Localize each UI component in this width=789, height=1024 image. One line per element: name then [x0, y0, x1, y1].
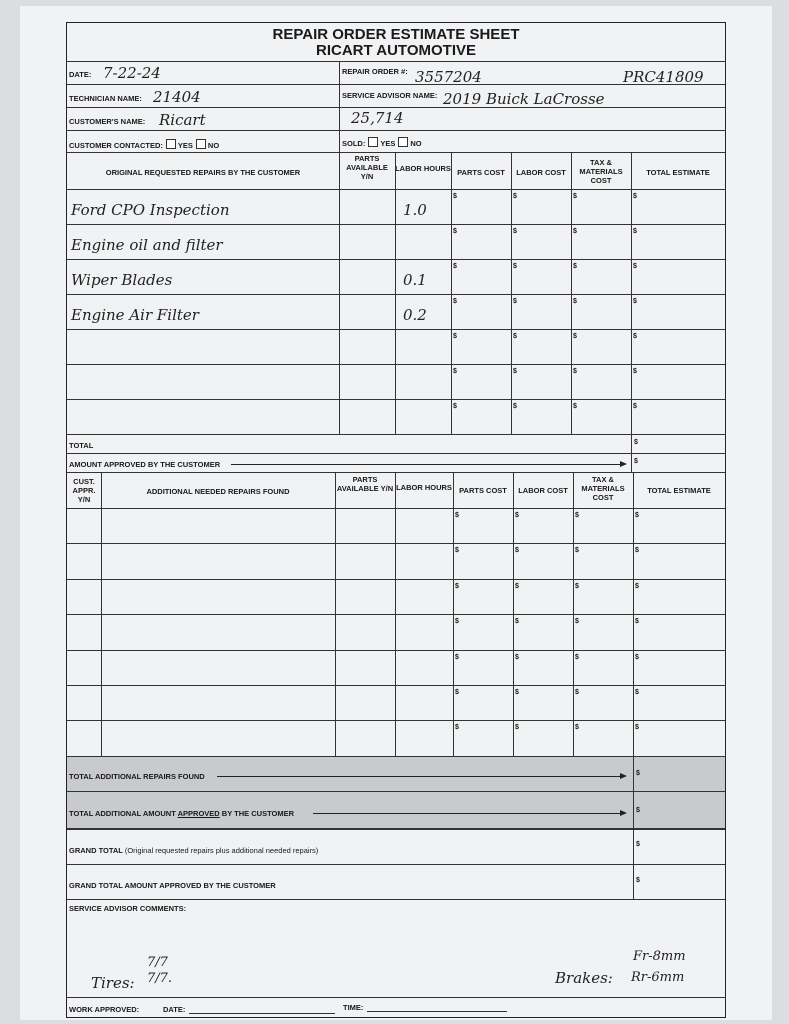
contacted-yes-checkbox[interactable] [166, 139, 176, 149]
total-found-arrow [217, 776, 625, 777]
work-approved-date-label: DATE: [163, 1005, 186, 1014]
cost-dollar-field[interactable]: $ [633, 228, 637, 235]
row-divider [67, 685, 725, 686]
row-divider [67, 294, 725, 295]
repair-order-label: REPAIR ORDER #: [342, 67, 408, 76]
cost-dollar-field[interactable]: $ [633, 333, 637, 340]
cost-dollar-field[interactable]: $ [453, 298, 457, 305]
cost-dollar-field[interactable]: $ [455, 724, 459, 732]
row-divider [67, 579, 725, 580]
row-divider [67, 614, 725, 615]
contacted-no-checkbox[interactable] [196, 139, 206, 149]
cost-dollar-field[interactable]: $ [635, 724, 639, 732]
row-divider [67, 329, 725, 330]
labor-hours-value[interactable]: 0.1 [403, 271, 427, 289]
cost-dollar-field[interactable]: $ [633, 263, 637, 270]
cost-dollar-field[interactable]: $ [575, 689, 579, 696]
total-additional-approved-field [69, 809, 294, 818]
cost-dollar-field[interactable]: $ [633, 403, 637, 410]
total-estimate-header-2: TOTAL ESTIMATE [647, 486, 711, 495]
cost-dollar-field[interactable]: $ [455, 689, 459, 696]
cost-dollar-field[interactable]: $ [455, 582, 459, 590]
technician-label: TECHNICIAN NAME: [69, 94, 142, 103]
cost-dollar-field[interactable]: $ [635, 653, 639, 661]
labor-hours-header-2: LABOR HOURS [396, 483, 452, 492]
parts-available-header: PARTS AVAILABLE Y/N [346, 154, 388, 181]
repair-description[interactable]: Ford CPO Inspection [71, 201, 230, 219]
cost-dollar-field[interactable]: $ [453, 333, 457, 340]
total-additional-found-label: TOTAL ADDITIONAL REPAIRS FOUND [69, 772, 205, 781]
total-additional-approved-suffix: BY THE CUSTOMER [219, 809, 295, 818]
cost-dollar-field[interactable]: $ [513, 193, 517, 200]
amount-approved-label: AMOUNT APPROVED BY THE CUSTOMER [69, 460, 221, 469]
cost-dollar-field[interactable]: $ [575, 618, 579, 626]
cost-dollar-field[interactable]: $ [453, 263, 457, 270]
cost-dollar-field[interactable]: $ [513, 263, 517, 270]
tires-bottom-value: 7/7. [147, 971, 173, 986]
sold-label: SOLD: [342, 139, 366, 148]
cust-appr-header: CUST. APPR. Y/N [72, 477, 96, 504]
total-additional-approved-label: TOTAL ADDITIONAL AMOUNT [69, 809, 178, 818]
cost-dollar-field[interactable]: $ [573, 368, 577, 375]
total-dollar[interactable]: $ [634, 439, 638, 446]
cost-dollar-field[interactable]: $ [635, 547, 639, 555]
labor-hours-header: LABOR HOURS [395, 164, 451, 173]
cost-dollar-field[interactable]: $ [513, 228, 517, 235]
mileage-value[interactable]: 25,714 [351, 109, 404, 127]
labor-hours-value[interactable]: 1.0 [403, 201, 427, 219]
parts-available-header-2: PARTS AVAILABLE Y/N [336, 475, 394, 493]
cost-dollar-field[interactable]: $ [513, 298, 517, 305]
cost-dollar-field[interactable]: $ [455, 618, 459, 626]
grand-total-dollar[interactable]: $ [636, 841, 640, 848]
labor-cost-header-2: LABOR COST [518, 486, 568, 495]
cost-dollar-field[interactable]: $ [573, 298, 577, 305]
repair-order-code[interactable]: PRC41809 [623, 68, 704, 86]
row-divider [67, 720, 725, 721]
cost-dollar-field[interactable]: $ [575, 547, 579, 555]
amount-approved-dollar[interactable]: $ [634, 458, 638, 465]
cost-dollar-field[interactable]: $ [515, 724, 519, 732]
grand-approved-label: GRAND TOTAL AMOUNT APPROVED BY THE CUSTOMER [69, 881, 276, 890]
cost-dollar-field[interactable]: $ [515, 689, 519, 696]
sold-no-label: NO [410, 139, 422, 148]
parts-cost-header: PARTS COST [457, 168, 505, 177]
cost-dollar-field[interactable]: $ [633, 298, 637, 305]
total-found-dollar[interactable]: $ [636, 770, 640, 777]
row-divider [67, 259, 725, 260]
service-advisor-label: SERVICE ADVISOR NAME: [342, 91, 438, 100]
customer-name-label: CUSTOMER'S NAME: [69, 117, 146, 126]
work-approved-time-label: TIME: [343, 1003, 364, 1012]
work-approved-date-line[interactable] [189, 1013, 335, 1014]
cost-dollar-field[interactable]: $ [573, 333, 577, 340]
grand-total-note: (Original requested repairs plus additional needed repairs) [124, 846, 319, 855]
tax-materials-header: TAX & MATERIALS COST [579, 158, 623, 185]
brakes-rear-value: Rr-6mm [631, 970, 685, 985]
tires-label: Tires: [91, 974, 135, 992]
customer-contacted-field [69, 139, 219, 150]
additional-repairs-header: ADDITIONAL NEEDED REPAIRS FOUND [146, 487, 290, 496]
brakes-front-value: Fr-8mm [633, 949, 686, 964]
tires-top-value: 7/7 [147, 955, 168, 970]
cost-dollar-field[interactable]: $ [515, 653, 519, 661]
sold-yes-checkbox[interactable] [368, 137, 378, 147]
cost-dollar-field[interactable]: $ [575, 653, 579, 661]
amount-approved-arrow [231, 464, 625, 465]
service-advisor-value[interactable]: 2019 Buick LaCrosse [443, 90, 605, 108]
cost-dollar-field[interactable]: $ [515, 582, 519, 590]
total-approved-arrow [313, 813, 625, 814]
service-advisor-comments-label: SERVICE ADVISOR COMMENTS: [69, 904, 187, 913]
company-name: RICART AUTOMOTIVE [316, 42, 476, 59]
cost-dollar-field[interactable]: $ [453, 368, 457, 375]
total-label: TOTAL [69, 441, 94, 450]
parts-cost-header-2: PARTS COST [459, 486, 507, 495]
repair-description[interactable]: Engine Air Filter [71, 306, 199, 324]
cost-dollar-field[interactable]: $ [455, 653, 459, 661]
repair-order-form [66, 22, 726, 1018]
cost-dollar-field[interactable]: $ [513, 403, 517, 410]
cost-dollar-field[interactable]: $ [453, 403, 457, 410]
total-estimate-header: TOTAL ESTIMATE [646, 168, 710, 177]
labor-cost-header: LABOR COST [516, 168, 566, 177]
cost-dollar-field[interactable]: $ [573, 403, 577, 410]
repair-description[interactable]: Engine oil and filter [71, 236, 223, 254]
cost-dollar-field[interactable]: $ [513, 368, 517, 375]
row-divider [67, 399, 725, 400]
cost-dollar-field[interactable]: $ [513, 333, 517, 340]
work-approved-time-line[interactable] [367, 1011, 507, 1012]
customer-name-value[interactable]: Ricart [159, 111, 206, 129]
total-approved-dollar[interactable]: $ [636, 807, 640, 814]
date-label: DATE: [69, 70, 92, 79]
cost-dollar-field[interactable]: $ [515, 512, 519, 519]
sold-yes-label: YES [380, 139, 396, 148]
row-divider [67, 364, 725, 365]
cost-dollar-field[interactable]: $ [573, 228, 577, 235]
row-divider [67, 650, 725, 651]
cost-dollar-field[interactable]: $ [635, 582, 639, 590]
contacted-no-label: NO [207, 141, 220, 150]
cost-dollar-field[interactable]: $ [575, 724, 579, 732]
cost-dollar-field[interactable]: $ [453, 193, 457, 200]
cost-dollar-field[interactable]: $ [455, 512, 459, 519]
date-value[interactable]: 7-22-24 [103, 64, 161, 82]
tax-materials-header-2: TAX & MATERIALS COST [581, 475, 625, 502]
row-divider [67, 543, 725, 544]
cost-dollar-field[interactable]: $ [635, 689, 639, 696]
approved-underlined-word: APPROVED [177, 809, 220, 818]
repair-description[interactable]: Wiper Blades [71, 271, 173, 289]
cost-dollar-field[interactable]: $ [515, 618, 519, 626]
cost-dollar-field[interactable]: $ [455, 547, 459, 555]
cost-dollar-field[interactable]: $ [573, 263, 577, 270]
cost-dollar-field[interactable]: $ [633, 193, 637, 200]
customer-contacted-label: CUSTOMER CONTACTED: [69, 141, 163, 150]
grand-approved-dollar[interactable]: $ [636, 877, 640, 884]
technician-value[interactable]: 21404 [153, 88, 201, 106]
sold-no-checkbox[interactable] [398, 137, 408, 147]
original-repairs-header: ORIGINAL REQUESTED REPAIRS BY THE CUSTOMER [105, 168, 301, 177]
form-title: REPAIR ORDER ESTIMATE SHEET [272, 26, 520, 43]
cost-dollar-field[interactable]: $ [575, 582, 579, 590]
repair-order-value[interactable]: 3557204 [415, 68, 482, 86]
row-divider [67, 224, 725, 225]
grand-total-field [69, 846, 318, 855]
labor-hours-value[interactable]: 0.2 [403, 306, 427, 324]
contacted-yes-label: YES [177, 141, 193, 150]
cost-dollar-field[interactable]: $ [635, 618, 639, 626]
cost-dollar-field[interactable]: $ [635, 512, 639, 519]
work-approved-label: WORK APPROVED: [69, 1005, 140, 1014]
cost-dollar-field[interactable]: $ [633, 368, 637, 375]
cost-dollar-field[interactable]: $ [575, 512, 579, 519]
brakes-label: Brakes: [555, 969, 613, 987]
cost-dollar-field[interactable]: $ [515, 547, 519, 555]
cost-dollar-field[interactable]: $ [453, 228, 457, 235]
cost-dollar-field[interactable]: $ [573, 193, 577, 200]
grand-total-label: GRAND TOTAL [69, 846, 123, 855]
sold-field [342, 137, 422, 148]
